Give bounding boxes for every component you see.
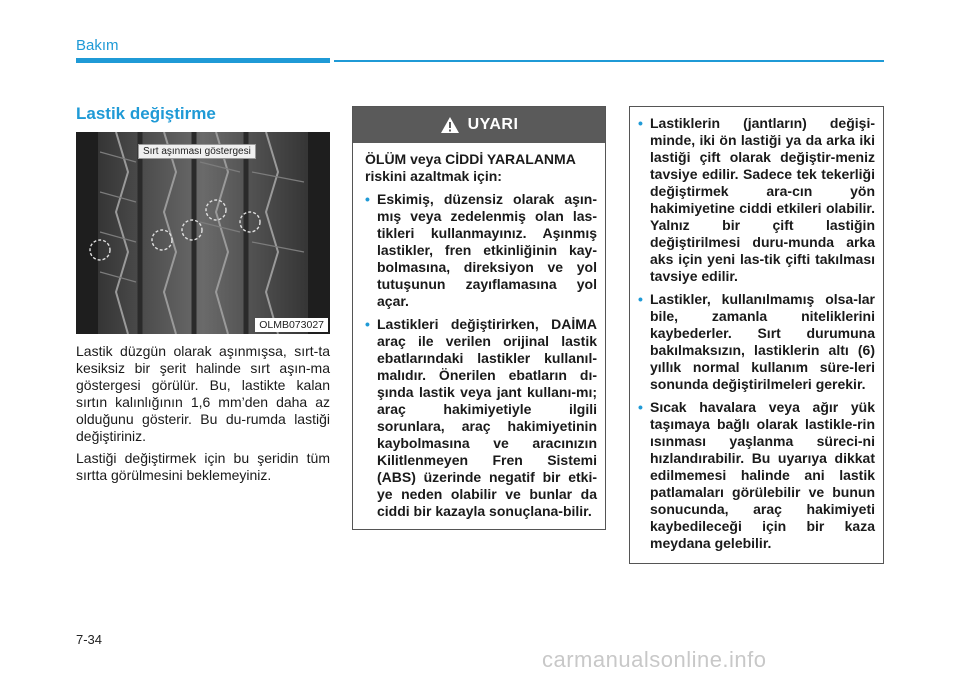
warning-header bbox=[353, 107, 605, 143]
watermark: carmanualsonline.info bbox=[542, 647, 767, 672]
bullet-icon: • bbox=[638, 291, 643, 307]
page-number: 7-34 bbox=[76, 632, 103, 647]
header-rule-thick bbox=[76, 58, 330, 63]
figure-code: OLMB073027 bbox=[255, 318, 328, 332]
tire-tread-illustration bbox=[76, 132, 330, 334]
bullet-icon: • bbox=[638, 399, 643, 415]
page-heading: Lastik değiştirme bbox=[76, 104, 216, 123]
body-paragraph-1: Lastik düzgün olarak aşınmışsa, sırt-ta kesiksiz bir şerit halinde sırt aşın-ma göstergesi görülür. Bu, lastikte kalan sırtın kalınlığının 1,6 mm’den daha az olduğunu gösterir. Bu du-rumda lastiği değiştiriniz. bbox=[76, 343, 330, 444]
list-item bbox=[638, 115, 875, 285]
warning-body bbox=[353, 143, 605, 520]
right-list bbox=[638, 115, 875, 552]
body-text bbox=[76, 343, 330, 489]
list-item bbox=[638, 291, 875, 393]
bullet-icon: • bbox=[365, 191, 370, 207]
warning-subtitle: ÖLÜM veya CİDDİ YARALANMA riskini azaltmak için: bbox=[365, 151, 576, 184]
warning-triangle-icon bbox=[440, 116, 460, 134]
figure-label: Sırt aşınması göstergesi bbox=[138, 144, 256, 159]
list-item bbox=[365, 191, 597, 310]
warning-bullet-text: Eskimiş, düzensiz olarak aşın-mış veya zedelenmiş olan las-tikleri kullanmayınız. Aşınmış lastikler, fren etkinliğinin kay-bolmasına, direksiyon ve yol tutuşunun zayıflamasına yol açar. bbox=[377, 191, 597, 309]
bullet-icon: • bbox=[638, 115, 643, 131]
header-rule-thin bbox=[334, 60, 884, 62]
tire-figure bbox=[76, 132, 330, 334]
warning-box bbox=[352, 106, 606, 530]
right-box bbox=[629, 106, 884, 564]
warning-title: UYARI bbox=[467, 116, 519, 133]
list-item bbox=[365, 316, 597, 520]
body-paragraph-2: Lastiği değiştirmek için bu şeridin tüm sırtta görülmesini beklemeyiniz. bbox=[76, 450, 330, 483]
list-item bbox=[638, 399, 875, 552]
bullet-icon: • bbox=[365, 316, 370, 332]
warning-list bbox=[365, 191, 597, 520]
right-bullet-text: Lastiklerin (jantların) değişi-minde, iki ön lastiği ya da arka iki lastiği çift olarak değiştir-meniz tavsiye edilir. Sadece tek tekerliği değiştirmek ara-cın yön hakimiyetine ciddi etkileri olabilir. Yalnız bir çift lastiğin değiştirilmesi duru-munda arka aks için yeni las-tik çifti takılması tavsiye edilir. bbox=[650, 115, 875, 284]
section-title: Bakım bbox=[76, 37, 119, 54]
right-bullet-text: Lastikler, kullanılmamış olsa-lar bile, zamanla niteliklerini kaybederler. Sırt durumuna bakılmaksızın, lastiklerin altı (6) yıllık normal kullanım süre-leri sonunda değiştirilmeleri gerekir. bbox=[650, 291, 875, 392]
warning-bullet-text: Lastikleri değiştirirken, DAİMA araç ile verilen orijinal lastik ebatlarındaki lastikler kullanıl-malıdır. Önerilen ebatların dı-şında lastik veya jant kullanı-mı; araç hakimiyetiyle ilgili sorunlara, araç hakimiyetinin kaybolmasına ve aracınızın Kilitlenmeyen Fren Sistemi (ABS) üzerinde negatif bir etki-ye neden olabilir ve bunlar da ciddi bir kazayla sonuçlana-bilir. bbox=[377, 316, 597, 519]
right-bullet-text: Sıcak havalara veya ağır yük taşımaya bağlı olarak lastikle-rin ısınması yaşlanma süreci-ni hızlandırabilir. Bu uyarıya dikkat edilmemesi halinde ani lastik patlamaları görülebilir ve bunun sonucunda, araç hakimiyeti kaybedileceği için bir kaza meydana gelebilir. bbox=[650, 399, 875, 551]
